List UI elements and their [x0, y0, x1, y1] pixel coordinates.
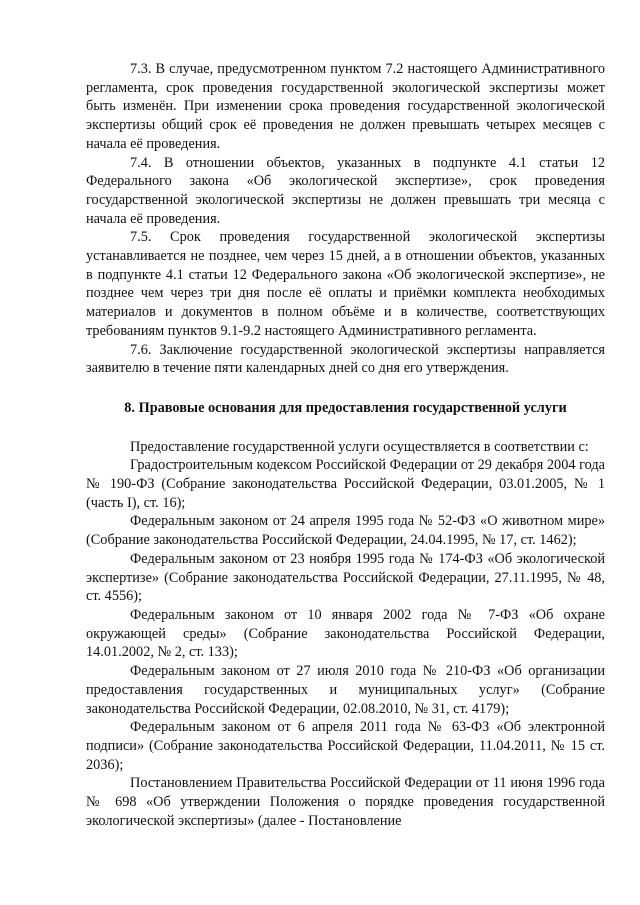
legal-basis-item: Федеральным законом от 23 ноября 1995 года № 174-ФЗ «Об экологической экспертизе» (Собрание законодательства Российской Федерации, 27.11.1995, № 48, ст. 4556); — [86, 550, 605, 605]
legal-basis-item: Федеральным законом от 6 апреля 2011 года № 63-ФЗ «Об электронной подписи» (Собрание законодательства Российской Федерации, 11.04.2011, № 15 ст. 2036); — [86, 719, 605, 773]
legal-basis-item: Федеральным законом от 10 января 2002 года № 7-ФЗ «Об охране окружающей среды» (Собрание законодательства Российской Федерации, 14.01.2002, № 2, ст. 133); — [86, 606, 605, 661]
section-8-heading: 8. Правовые основания для предоставления государственной услуги — [124, 399, 567, 416]
paragraph-7-5: 7.5. Срок проведения государственной экологической экспертизы устанавливается не позднее, чем через 15 дней, а в отношении объектов, указанных в подпункте 4.1 статьи 12 Федерального закона «Об экологической экспертизе», не позднее чем через три дня после её оплаты и приёмки комплекта необходимых материалов и документов в полном объёме и в количестве, соответствующих требованиям пунктов 9.1-9.2 настоящего Административного регламента. — [86, 229, 605, 339]
section-8-intro: Предоставление государственной услуги осуществляется в соответствии с: — [130, 438, 589, 455]
paragraph-7-6: 7.6. Заключение государственной экологической экспертизы направляется заявителю в течение пяти календарных дней со дня его утверждения. — [86, 341, 605, 377]
legal-basis-item: Градостроительным кодексом Российской Федерации от 29 декабря 2004 года № 190-ФЗ (Собрание законодательства Российской Федерации, 03.01.2005, № 1 (часть I), ст. 16); — [86, 457, 605, 511]
legal-basis-item: Федеральным законом от 24 апреля 1995 года № 52-ФЗ «О животном мире» (Собрание законодательства Российской Федерации, 24.04.1995, № 17, ст. 1462); — [86, 513, 605, 549]
legal-basis-item: Федеральным законом от 27 июля 2010 года № 210-ФЗ «Об организации предоставления государственных и муниципальных услуг» (Собрание законодательства Российской Федерации, 02.08.2010, № 31, ст. 4179); — [86, 663, 605, 717]
paragraph-7-3: 7.3. В случае, предусмотренном пунктом 7.2 настоящего Административного регламента, срок проведения государственной экологической экспертизы может быть изменён. При изменении срока проведения государственной экологической экспертизы общий срок её проведения не должен превышать четырех месяцев с начала её проведения. — [86, 61, 605, 152]
paragraph-7-4: 7.4. В отношении объектов, указанных в подпункте 4.1 статьи 12 Федерального закона «Об экологической экспертизе», срок проведения государственной экологической экспертизы не должен превышать три месяца с начала её проведения. — [86, 154, 605, 227]
legal-basis-item: Постановлением Правительства Российской Федерации от 11 июня 1996 года № 698 «Об утверждении Положения о порядке проведения государственной экологической экспертизы» (далее - Постановление — [86, 775, 605, 829]
